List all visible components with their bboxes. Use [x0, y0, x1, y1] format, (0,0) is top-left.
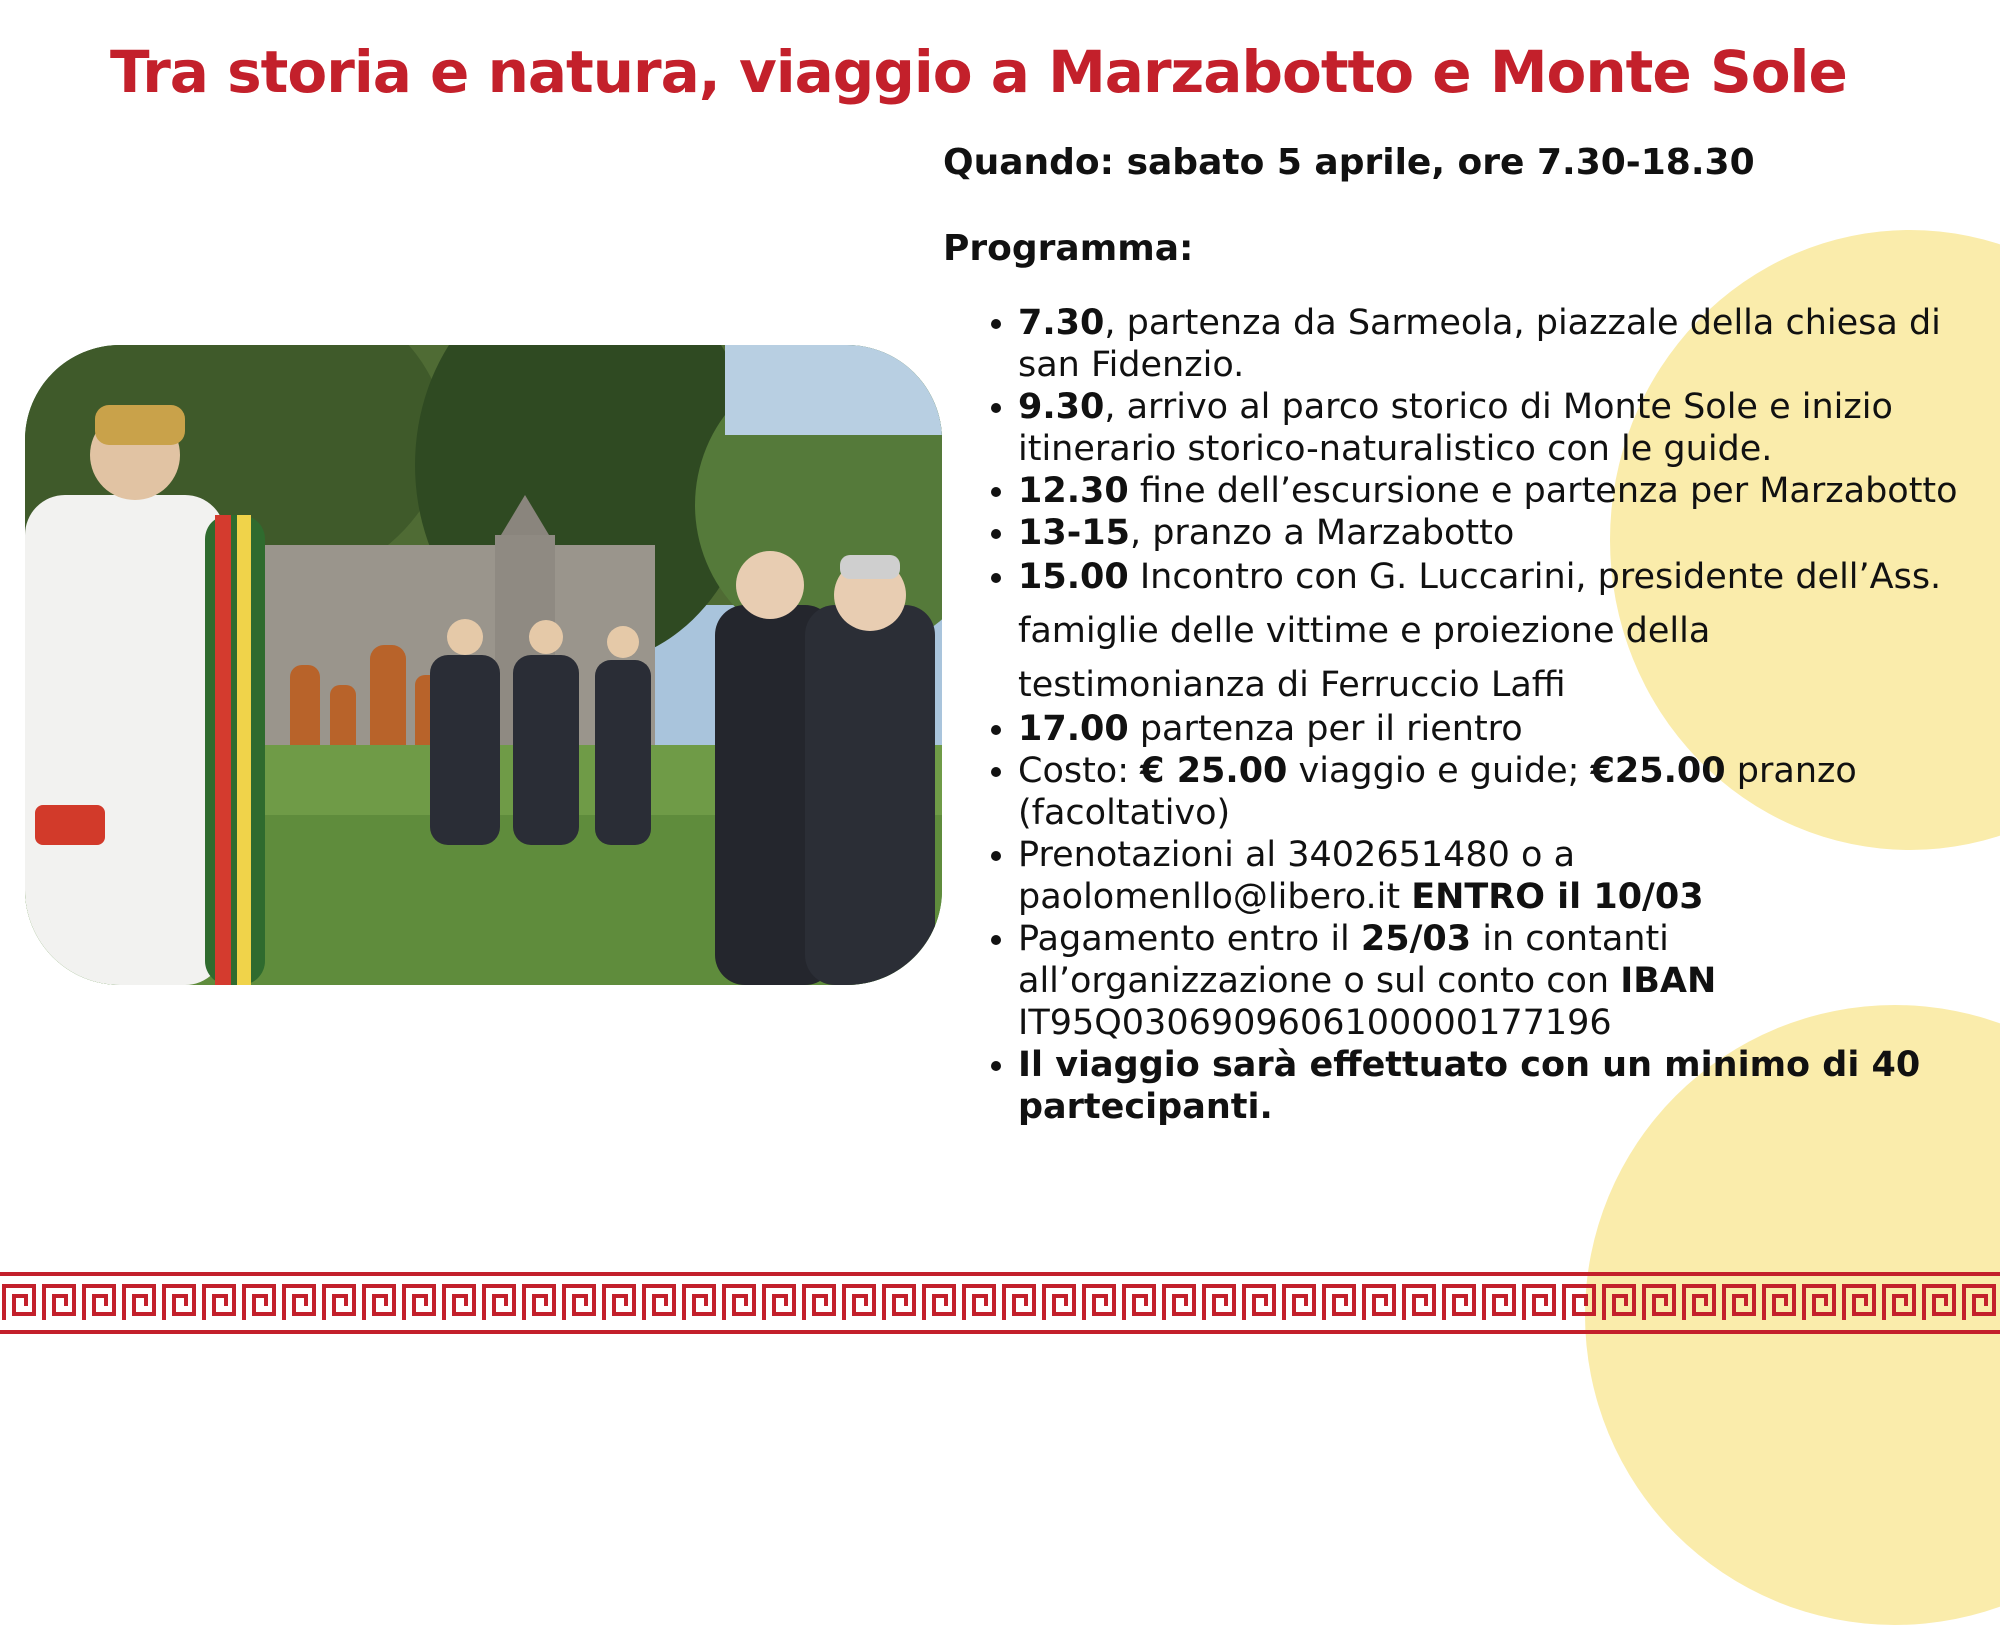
program-item: • 7.30, partenza da Sarmeola, piazzale della chiesa di san Fidenzio.: [1018, 302, 1963, 386]
payment-item: • Pagamento entro il 25/03 in contanti all’organizzazione o sul conto con IBAN IT95Q0306909606100000177196: [1018, 918, 1963, 1044]
event-info: [943, 140, 1963, 1128]
program-item: • 12.30 fine dell’escursione e partenza per Marzabotto: [1018, 470, 1963, 512]
commemoration-photo-illustration: [25, 345, 942, 985]
cost-item: • Costo: € 25.00 viaggio e guide; €25.00 pranzo (facoltativo): [1018, 750, 1963, 834]
event-photo: [25, 345, 942, 985]
program-item: • 15.00 Incontro con G. Luccarini, presidente dell’Ass. famiglie delle vittime e proiezione della testimonianza di Ferruccio Laffi: [1018, 550, 1963, 712]
booking-item: • Prenotazioni al 3402651480 o a paolomenllo@libero.it ENTRO il 10/03: [1018, 834, 1963, 918]
minimum-participants-item: • Il viaggio sarà effettuato con un minimo di 40 partecipanti.: [1018, 1044, 1963, 1128]
event-date: Quando: sabato 5 aprile, ore 7.30-18.30: [943, 142, 1755, 183]
program-heading: Programma:: [943, 228, 1194, 269]
greek-key-border: [0, 1270, 2000, 1336]
program-item: • 13-15, pranzo a Marzabotto: [1018, 512, 1963, 554]
program-item: • 17.00 partenza per il rientro: [1018, 708, 1963, 750]
program-list: [943, 302, 1963, 1128]
page-title: Tra storia e natura, viaggio a Marzabotto e Monte Sole: [110, 38, 1847, 106]
program-item: • 9.30, arrivo al parco storico di Monte Sole e inizio itinerario storico-naturalistico con le guide.: [1018, 386, 1963, 470]
